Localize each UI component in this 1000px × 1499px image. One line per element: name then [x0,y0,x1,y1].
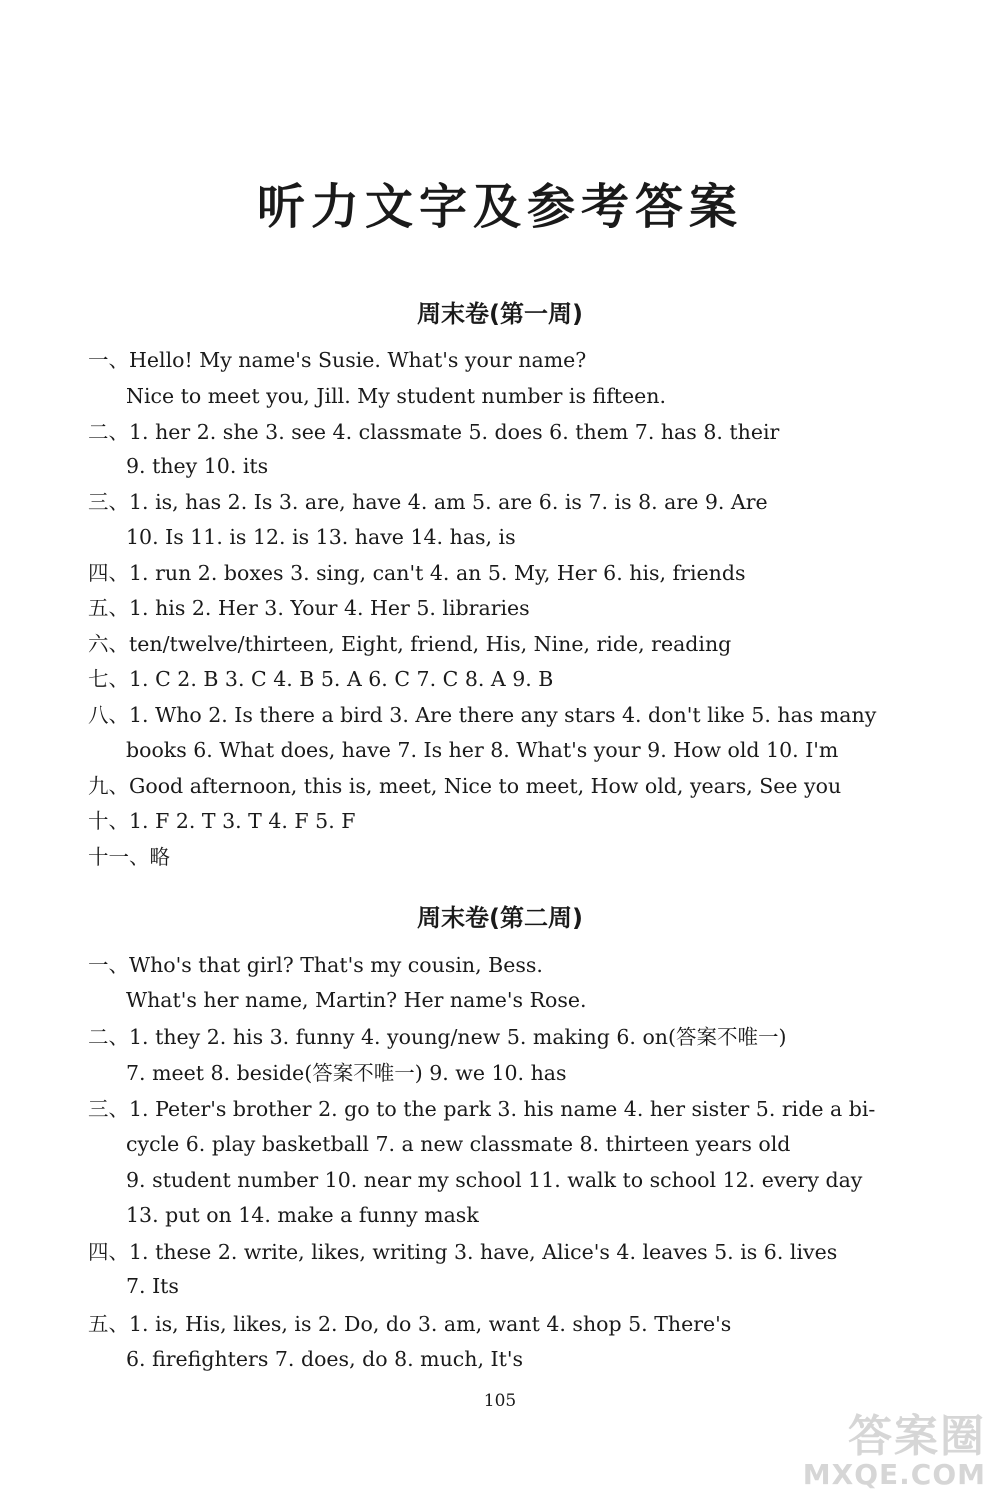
answer-text: 1. run 2. boxes 3. sing, can't 4. an 5. My, Her 6. his, friends [129,561,746,585]
answer-text: Good afternoon, this is, meet, Nice to meet, How old, years, See you [129,774,842,798]
answer-text: What's her name, Martin? Her name's Rose. [126,988,587,1012]
answer-line [126,525,516,549]
answer-line [88,1025,787,1049]
item-marker: 七、 [88,667,129,691]
answer-line [88,596,530,620]
item-marker: 六、 [88,632,129,656]
answer-line [88,420,779,444]
answer-text: Nice to meet you, Jill. My student number is fifteen. [126,384,667,408]
answer-line [88,703,876,727]
answer-text: 1. Peter's brother 2. go to the park 3. his name 4. her sister 5. ride a bi- [129,1097,876,1121]
item-marker: 四、 [88,1240,129,1264]
answer-text: 1. they 2. his 3. funny 4. young/new 5. making 6. on(答案不唯一) [129,1025,787,1049]
page-title: 听力文字及参考答案 [256,179,743,235]
answer-line [126,1168,862,1192]
answer-line [88,667,553,691]
answer-line [88,348,586,372]
answer-text: cycle 6. play basketball 7. a new classmate 8. thirteen years old [126,1132,791,1156]
answer-text: 1. Who 2. Is there a bird 3. Are there any stars 4. don't like 5. has many [129,703,877,727]
answer-text: 6. firefighters 7. does, do 8. much, It's [126,1347,524,1371]
answer-line [126,1061,567,1085]
item-marker: 四、 [88,561,129,585]
item-marker: 一、 [88,348,129,372]
item-marker: 二、 [88,1025,129,1049]
item-marker: 二、 [88,420,129,444]
answer-line [88,490,768,514]
answer-line [88,809,355,833]
item-marker: 八、 [88,703,129,727]
item-marker: 九、 [88,774,129,798]
answer-text: 1. these 2. write, likes, writing 3. have, Alice's 4. leaves 5. is 6. lives [129,1240,838,1264]
section-heading-week-2: 周末卷(第二周) [417,904,583,932]
answer-line [126,384,666,408]
answer-line [88,774,841,798]
item-marker: 十一、 [88,845,150,869]
item-marker: 一、 [88,953,129,977]
answer-text: 7. Its [126,1274,179,1298]
answer-text: 1. is, has 2. Is 3. are, have 4. am 5. are 6. is 7. is 8. are 9. Are [129,490,768,514]
answer-text: 10. Is 11. is 12. is 13. have 14. has, is [126,525,516,549]
answer-text: 9. they 10. its [126,454,269,478]
item-marker: 五、 [88,1312,129,1336]
answer-line [88,845,170,869]
answer-text: 7. meet 8. beside(答案不唯一) 9. we 10. has [126,1061,567,1085]
answer-text: 1. her 2. she 3. see 4. classmate 5. does 6. them 7. has 8. their [129,420,780,444]
item-marker: 三、 [88,490,129,514]
answer-line [88,1312,731,1336]
watermark-url: MXQE.COM [802,1458,986,1491]
answer-text: 1. his 2. Her 3. Your 4. Her 5. libraries [129,596,530,620]
item-marker: 三、 [88,1097,129,1121]
answer-line [88,1097,875,1121]
answer-line [126,1274,179,1298]
answer-text: ten/twelve/thirteen, Eight, friend, His, Nine, ride, reading [129,632,732,656]
answer-text: 1. F 2. T 3. T 4. F 5. F [129,809,356,833]
answer-text: Hello! My name's Susie. What's your name? [129,348,587,372]
answer-line [126,738,838,762]
answer-text: 1. C 2. B 3. C 4. B 5. A 6. C 7. C 8. A 9. B [129,667,554,691]
answer-line [88,632,731,656]
item-marker: 五、 [88,596,129,620]
answer-text: 9. student number 10. near my school 11. walk to school 12. every day [126,1168,863,1192]
section-heading-week-1: 周末卷(第一周) [417,300,583,328]
watermark-logo [736,1400,986,1495]
answer-text: 1. is, His, likes, is 2. Do, do 3. am, want 4. shop 5. There's [129,1312,732,1336]
answer-line [126,1132,790,1156]
page-number: 105 [483,1391,517,1411]
answer-line [126,1203,479,1227]
answer-text: 13. put on 14. make a funny mask [126,1203,479,1227]
answer-line [88,953,543,977]
answer-line [88,1240,837,1264]
answer-line [88,561,745,585]
answer-text: 略 [149,845,170,869]
answer-text: Who's that girl? That's my cousin, Bess. [129,953,543,977]
item-marker: 十、 [88,809,129,833]
answer-line [126,454,268,478]
answer-text: books 6. What does, have 7. Is her 8. What's your 9. How old 10. I'm [126,738,839,762]
watermark-text: 答案圈 [848,1411,986,1462]
answer-line [126,988,587,1012]
answer-line [126,1347,523,1371]
